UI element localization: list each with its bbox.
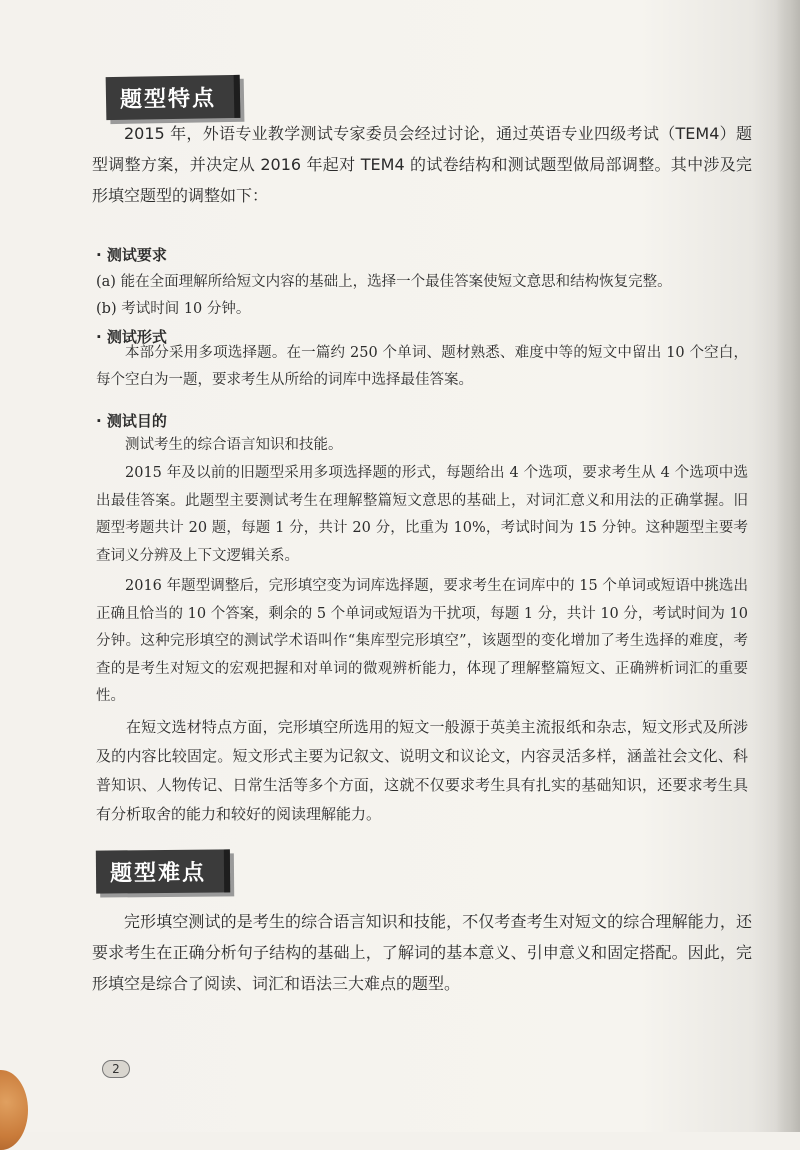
purpose-paragraph-1: 测试考生的综合语言知识和技能。 xyxy=(125,437,343,453)
difficulty-paragraph: 完形填空测试的是考生的综合语言知识和技能，不仅考查考生对短文的综合理解能力，还要求考生在正确分析句子结构的基础上，了解词的基本意义、引申意义和固定搭配。因此，完形填空是综合了阅读、词汇和语法三大难点的题型。 xyxy=(92,912,752,993)
section-title-purpose: · 测试目的 xyxy=(96,412,167,430)
requirement-a: (a) 能在全面理解所给短文内容的基础上，选择一个最佳答案使短文意思和结构恢复完整。 xyxy=(96,274,672,290)
format-paragraph: 本部分采用多项选择题。在一篇约 250 个单词、题材熟悉、难度中等的短文中留出 10 个空白，每个空白为一题，要求考生从所给的词库中选择最佳答案。 xyxy=(96,345,748,388)
purpose-paragraph-2: 2015 年及以前的旧题型采用多项选择题的形式，每题给出 4 个选项，要求考生从 4 个选项中选出最佳答案。此题型主要测试考生在理解整篇短文意思的基础上，对词汇意义和用法的正确掌握。旧题型考题共计 20 题，每题 1 分，共计 20 分，比重为 10%，考试时间为 15 分钟。这种题型主要考查词义分辨及上下文逻辑关系。 xyxy=(96,465,748,564)
page-number: 2 xyxy=(102,1060,130,1078)
heading-difficulties: 题型难点 xyxy=(96,849,230,893)
requirement-b: (b) 考试时间 10 分钟。 xyxy=(96,301,251,317)
purpose-paragraph-4: 在短文选材特点方面，完形填空所选用的短文一般源于英美主流报纸和杂志，短文形式及所涉及的内容比较固定。短文形式主要为记叙文、说明文和议论文，内容灵活多样，涵盖社会文化、科普知识、人物传记、日常生活等多个方面，这就不仅要求考生具有扎实的基础知识，还要求考生具有分析取舍的能力和较好的阅读理解能力。 xyxy=(96,718,748,823)
section-title-requirements: · 测试要求 xyxy=(96,246,167,264)
intro-paragraph: 2015 年，外语专业教学测试专家委员会经过讨论，通过英语专业四级考试（TEM4）题型调整方案，并决定从 2016 年起对 TEM4 的试卷结构和测试题型做局部调整。其中涉及完形填空题型的调整如下： xyxy=(92,124,752,205)
section-title-format: · 测试形式 xyxy=(96,328,167,346)
page-edge-shadow xyxy=(776,0,800,1132)
heading-features: 题型特点 xyxy=(106,75,241,120)
purpose-paragraph-3: 2016 年题型调整后，完形填空变为词库选择题，要求考生在词库中的 15 个单词或短语中挑选出正确且恰当的 10 个答案，剩余的 5 个单词或短语为干扰项，每题 1 分，共计 10 分，考试时间为 10 分钟。这种完形填空的测试学术语叫作“集库型完形填空”，该题型的变化增加了考生选择的难度，考查的是考生对短文的宏观把握和对单词的微观辨析能力，体现了理解整篇短文、正确辨析词汇的重要性。 xyxy=(96,578,748,704)
